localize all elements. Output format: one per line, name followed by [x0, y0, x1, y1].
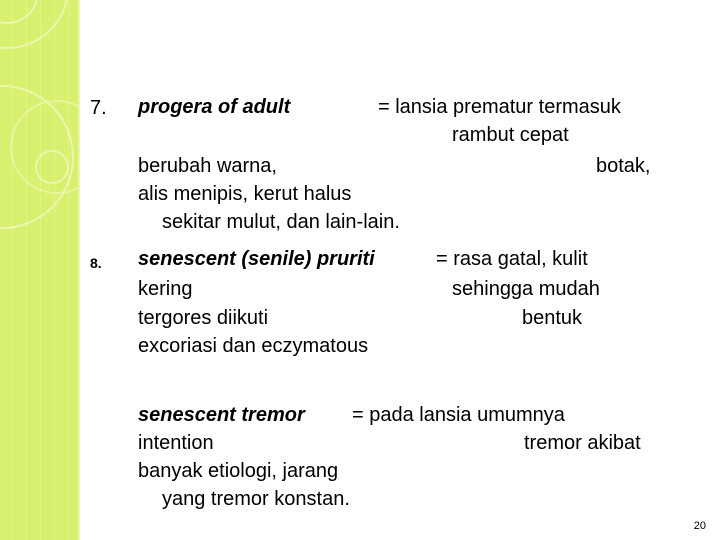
definition-line: botak, [596, 155, 651, 177]
item-number: 7. [90, 97, 107, 119]
sidebar-stripe [40, 0, 41, 540]
sidebar-stripe [68, 0, 69, 540]
definition-line: tremor akibat [524, 432, 641, 454]
definition-head: = lansia prematur termasuk [378, 96, 621, 118]
item-number: 8. [90, 255, 102, 271]
sidebar-edge [78, 0, 80, 540]
definition-head: = rasa gatal, kulit [436, 248, 588, 270]
definition-line: yang tremor konstan. [162, 488, 350, 510]
definition-line: kering [138, 278, 193, 300]
definition-line: intention [138, 432, 214, 454]
definition-head: = pada lansia umumnya [352, 404, 565, 426]
page-number: 20 [693, 520, 706, 532]
definition-line: berubah warna, [138, 155, 277, 177]
definition-line: sehingga mudah [452, 278, 600, 300]
definition-line: excoriasi dan eczymatous [138, 335, 369, 357]
sidebar-stripe [26, 0, 27, 540]
definition-line: sekitar mulut, dan lain-lain. [162, 211, 400, 233]
term-senescent-pruriti: senescent (senile) pruriti [138, 248, 375, 270]
definition-line: tergores diikuti [138, 307, 269, 329]
decorative-circle [35, 150, 69, 184]
definition-line: alis menipis, kerut halus [138, 183, 352, 205]
definition-line: rambut cepat [452, 124, 569, 146]
sidebar-stripe [12, 0, 13, 540]
term-progera: progera of adult [138, 96, 291, 118]
term-senescent-tremor: senescent tremor [138, 404, 305, 426]
definition-line: banyak etiologi, jarang [138, 460, 339, 482]
definition-line: bentuk [522, 307, 583, 329]
decorative-sidebar [0, 0, 80, 540]
sidebar-stripe [54, 0, 55, 540]
